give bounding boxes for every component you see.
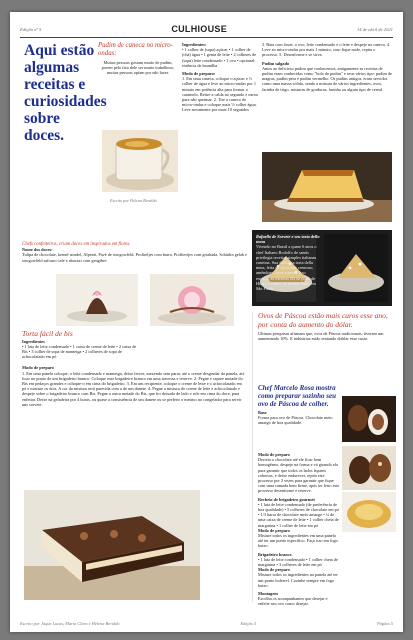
marcelo-title: Chef Marcelo Rosa mostra como preparar sozinho seu ovo de Páscoa de colher. bbox=[258, 384, 336, 408]
page-footer bbox=[20, 621, 393, 626]
pudim-recipe bbox=[182, 42, 258, 113]
rafaello-dessert-photo bbox=[324, 234, 388, 302]
footer-authors: Escrito por Jaque Lucas, Maria Clara e Helena Beraldo bbox=[20, 621, 120, 626]
pudim-credit: Escrito por Helena Beraldo. bbox=[110, 198, 158, 203]
header-rule bbox=[20, 37, 393, 38]
tulip-dessert-photo bbox=[150, 274, 234, 326]
torta-ingredients-title: Ingredientes bbox=[22, 338, 45, 344]
marcelo-prep: Derreta o chocolate até ele ficar bem homogêneo, despeje na forma e vá girando ela para garantir que todos os lados fiquem cobertos, e deixe endurecer, repita este processo por 2 vezes para garantir que fique com uma camada bem firme, após ter feito este processo desenforme e reserve. bbox=[258, 457, 340, 494]
hero-title: Aqui estão algumas receitas e curiosidades sobre doces. bbox=[24, 42, 107, 144]
base-text: Forma para ovo de Páscoa. Chocolate meio amargo de boa qualidade. bbox=[258, 415, 333, 426]
chefs-text: Tulipa de chocolate, kernel strudel, Alpenit, Pavê de strogowfeld, Profiteljes com barra, Profiterijes com griabada, Scbinlin gelab e strogowfeld safouro café e abacaxi com gengibre. bbox=[22, 252, 248, 263]
recheio-prep: Misture todos os ingredientes em uma panela até ter um ponto específico. Faça isso em fogo baixo. bbox=[258, 533, 338, 549]
marcelo-recipe bbox=[258, 452, 340, 607]
chocolate-eggs-photo bbox=[342, 446, 396, 490]
marcelo-prep-title: Modo de preparo bbox=[258, 452, 290, 457]
pudim-intro: Muitas pessoas gostam muito de pudim, porem pelo fato dele ser muito trabalhoso, muitas pessoas optam por não fazer. bbox=[101, 59, 175, 75]
brigadeiro-photo bbox=[342, 492, 396, 532]
edition-label: Edição nº 5 bbox=[20, 26, 42, 32]
pudim-article bbox=[98, 42, 178, 75]
flower-dessert-photo bbox=[56, 274, 138, 326]
ovos-text: Ultimas pesquisas afirmam que, ovos de Páscoa tradicionais, tiveram um aumentando 10%. E indústrias estão tentando driblar esse custo. bbox=[258, 331, 384, 342]
torta-prep-title: Modo de preparo bbox=[22, 365, 54, 371]
pudim-prep-continued: 3. Bata com fouet, o ovo, leite condensado e o leite e despeje na caneca. 4. Leve ao micro-ondas por mais 1 minuto, caso fique mole, repita o processo. 5. Desenforme e se sirva. bbox=[262, 42, 391, 58]
torta-bis-photo bbox=[24, 490, 200, 600]
pudim-title: Pudim de caneca no micro-ondas: bbox=[98, 42, 173, 57]
pudim-ingredients: • 1 colher de (sopa) açúcar • 1 colher de (chá) água • 1 gema de leite • 2 colheres de (sopa) leite condensado • 1 ovo • opcional: essência de baunilha bbox=[182, 47, 257, 68]
torta-prep: 1. Em uma panela coloque, o leite condensado e manteiga, deixe ferver, mexendo sem parar, até o creme desgrudar da panela, até ficar no ponto de um brigadeiro branco. Coloque esse brigadeiro branco em uma travessa e reserve. 2. Pegue e separe metade do Bis em pedaços grandes e coloque-o em cima do brigadeiro. 3. Em um recipiente, coloque o creme de leite e o achocolatado em pó e misture os dois. A cor da mistura será parecida com a de um danete. 4. Pegue a mistura do creme de leite e achocolatado e despeje sobre o brigadeiro branco com Bis. Pegue a outra metade do Bis, que foi deixada de lado e role em cima do doce, para enfeitar. Deixe na geladeira por 4 horas, ou quase a consistência de um danete ou se preferir o mesmo no congelador para servir uns sorvete. bbox=[22, 370, 245, 407]
magazine-title: CULHIOUSE bbox=[171, 24, 228, 34]
footer-edition: Edição 5 bbox=[240, 621, 257, 626]
issue-date: 14 de abril de 2021 bbox=[357, 26, 393, 32]
salgado-text: Antes ao delicioso pudim que conhecemos, antigamente as receitas de pudim eram conhecidas como "bolo de pudim" e seus vários tipo: pudim de magras, pudim pera e pudim vermelho. Os pudins antigos, eram servidos como uma massa sólida, sendo a mistura de vários ingredientes, ovos, farinha de trigo, misturas de gorduras, farinha ou algum tipo de cereal. bbox=[262, 65, 393, 92]
branco-prep-title: Modo de preparo bbox=[258, 567, 290, 573]
recheio-title: Recheio de brigadeiro gourmet bbox=[258, 496, 315, 502]
page-header bbox=[20, 22, 393, 36]
magazine-page bbox=[10, 12, 403, 632]
recheio-text: • 1 lata de leite condensado (de preferência de boa qualidade) • 5 colheres de chocolate em pó • 1/3 barra de chocolate meio amargo • ¼ de uma caixa de creme de leite • 1 colher cheia de margarina • 1 colher de leite em pó bbox=[258, 501, 339, 528]
recheio-prep-title: Modo de preparo bbox=[258, 527, 290, 533]
torta-ingredients: • 1 lata de leite condensado • 1 caixa de creme de leite • 2 caixa de Bis • 3 colher de sopa de manteiga • 2 colheres de sopa de achocolatado em pó bbox=[22, 343, 137, 360]
chefs-subtitle: Nome dos doces: bbox=[22, 247, 53, 253]
ovos-article bbox=[258, 312, 392, 341]
montagem-title: Montagem bbox=[258, 591, 278, 597]
branco-title: Brigadeiro branco bbox=[258, 551, 292, 557]
footer-page-number: Página 5 bbox=[377, 621, 393, 626]
branco-prep: Misture todos os ingredientes na panela até ter um ponto holerrel. Cozinhe sempre em fogo baixo. bbox=[258, 572, 338, 588]
marcelo-article bbox=[258, 384, 338, 426]
pudim-prep: 1. Em uma caneca, coloque o açúcar e ½ colher de água e leve ao micro-ondas por 1 minuto em potência alta para formar o caramelo. Retire a calda no segundo e mexa para não queimar. 2. Tire a caneca do micro-ondas e coloque mais ½ colher água. Leve novamente por mais 10 segundos bbox=[182, 76, 258, 113]
torta-title: Torta fácil de bis bbox=[22, 329, 73, 338]
easter-eggs-photo bbox=[342, 396, 396, 442]
rafaello-text-wrap bbox=[256, 234, 320, 291]
chefs-title: Chefs confeiteiros, criam doces em inspirados em flores. bbox=[22, 242, 131, 247]
pudim-mug-photo bbox=[102, 130, 178, 192]
pudim-prep-title: Modo de preparo: bbox=[182, 71, 216, 77]
branco-text: • 1 lata de leite condensado • 1 colher cheia de margarina • 3 colheres de leite em pó bbox=[258, 556, 338, 568]
flan-photo bbox=[262, 152, 392, 222]
salgado-title: Pudim salgado bbox=[262, 60, 290, 66]
ovos-title: Ovos de Páscoa estão mais caros esse ano, por conta do aumento do dólar. bbox=[258, 311, 388, 329]
chefs-article bbox=[22, 242, 248, 263]
column-divider bbox=[252, 312, 253, 602]
rafaello-text: Vivendo no Brasil a quase 6 anos o chef Italiano Rodolfo de santis privilegia receitas simples italianas caseiras. Sua deliciosa torta della nona, feita de chocolate cremoso, amêndoas, doce e peras. Isso explica, as mesmas fãs na porta de Hilaro Coelho, no Itaiano Bibi, em São Paulo. bbox=[256, 244, 317, 292]
rafaello-title: Rafaello de Sorvete e seu torta della nona bbox=[256, 234, 320, 245]
pudim-continued bbox=[262, 42, 392, 92]
torta-article bbox=[22, 330, 246, 407]
montagem-text: Escolha os acompanhantes que desejar e enfeite seu ovo como desejar. bbox=[258, 596, 328, 607]
base-title: Base bbox=[258, 410, 267, 415]
pudim-ingredients-title: Ingredientes: bbox=[182, 42, 207, 47]
